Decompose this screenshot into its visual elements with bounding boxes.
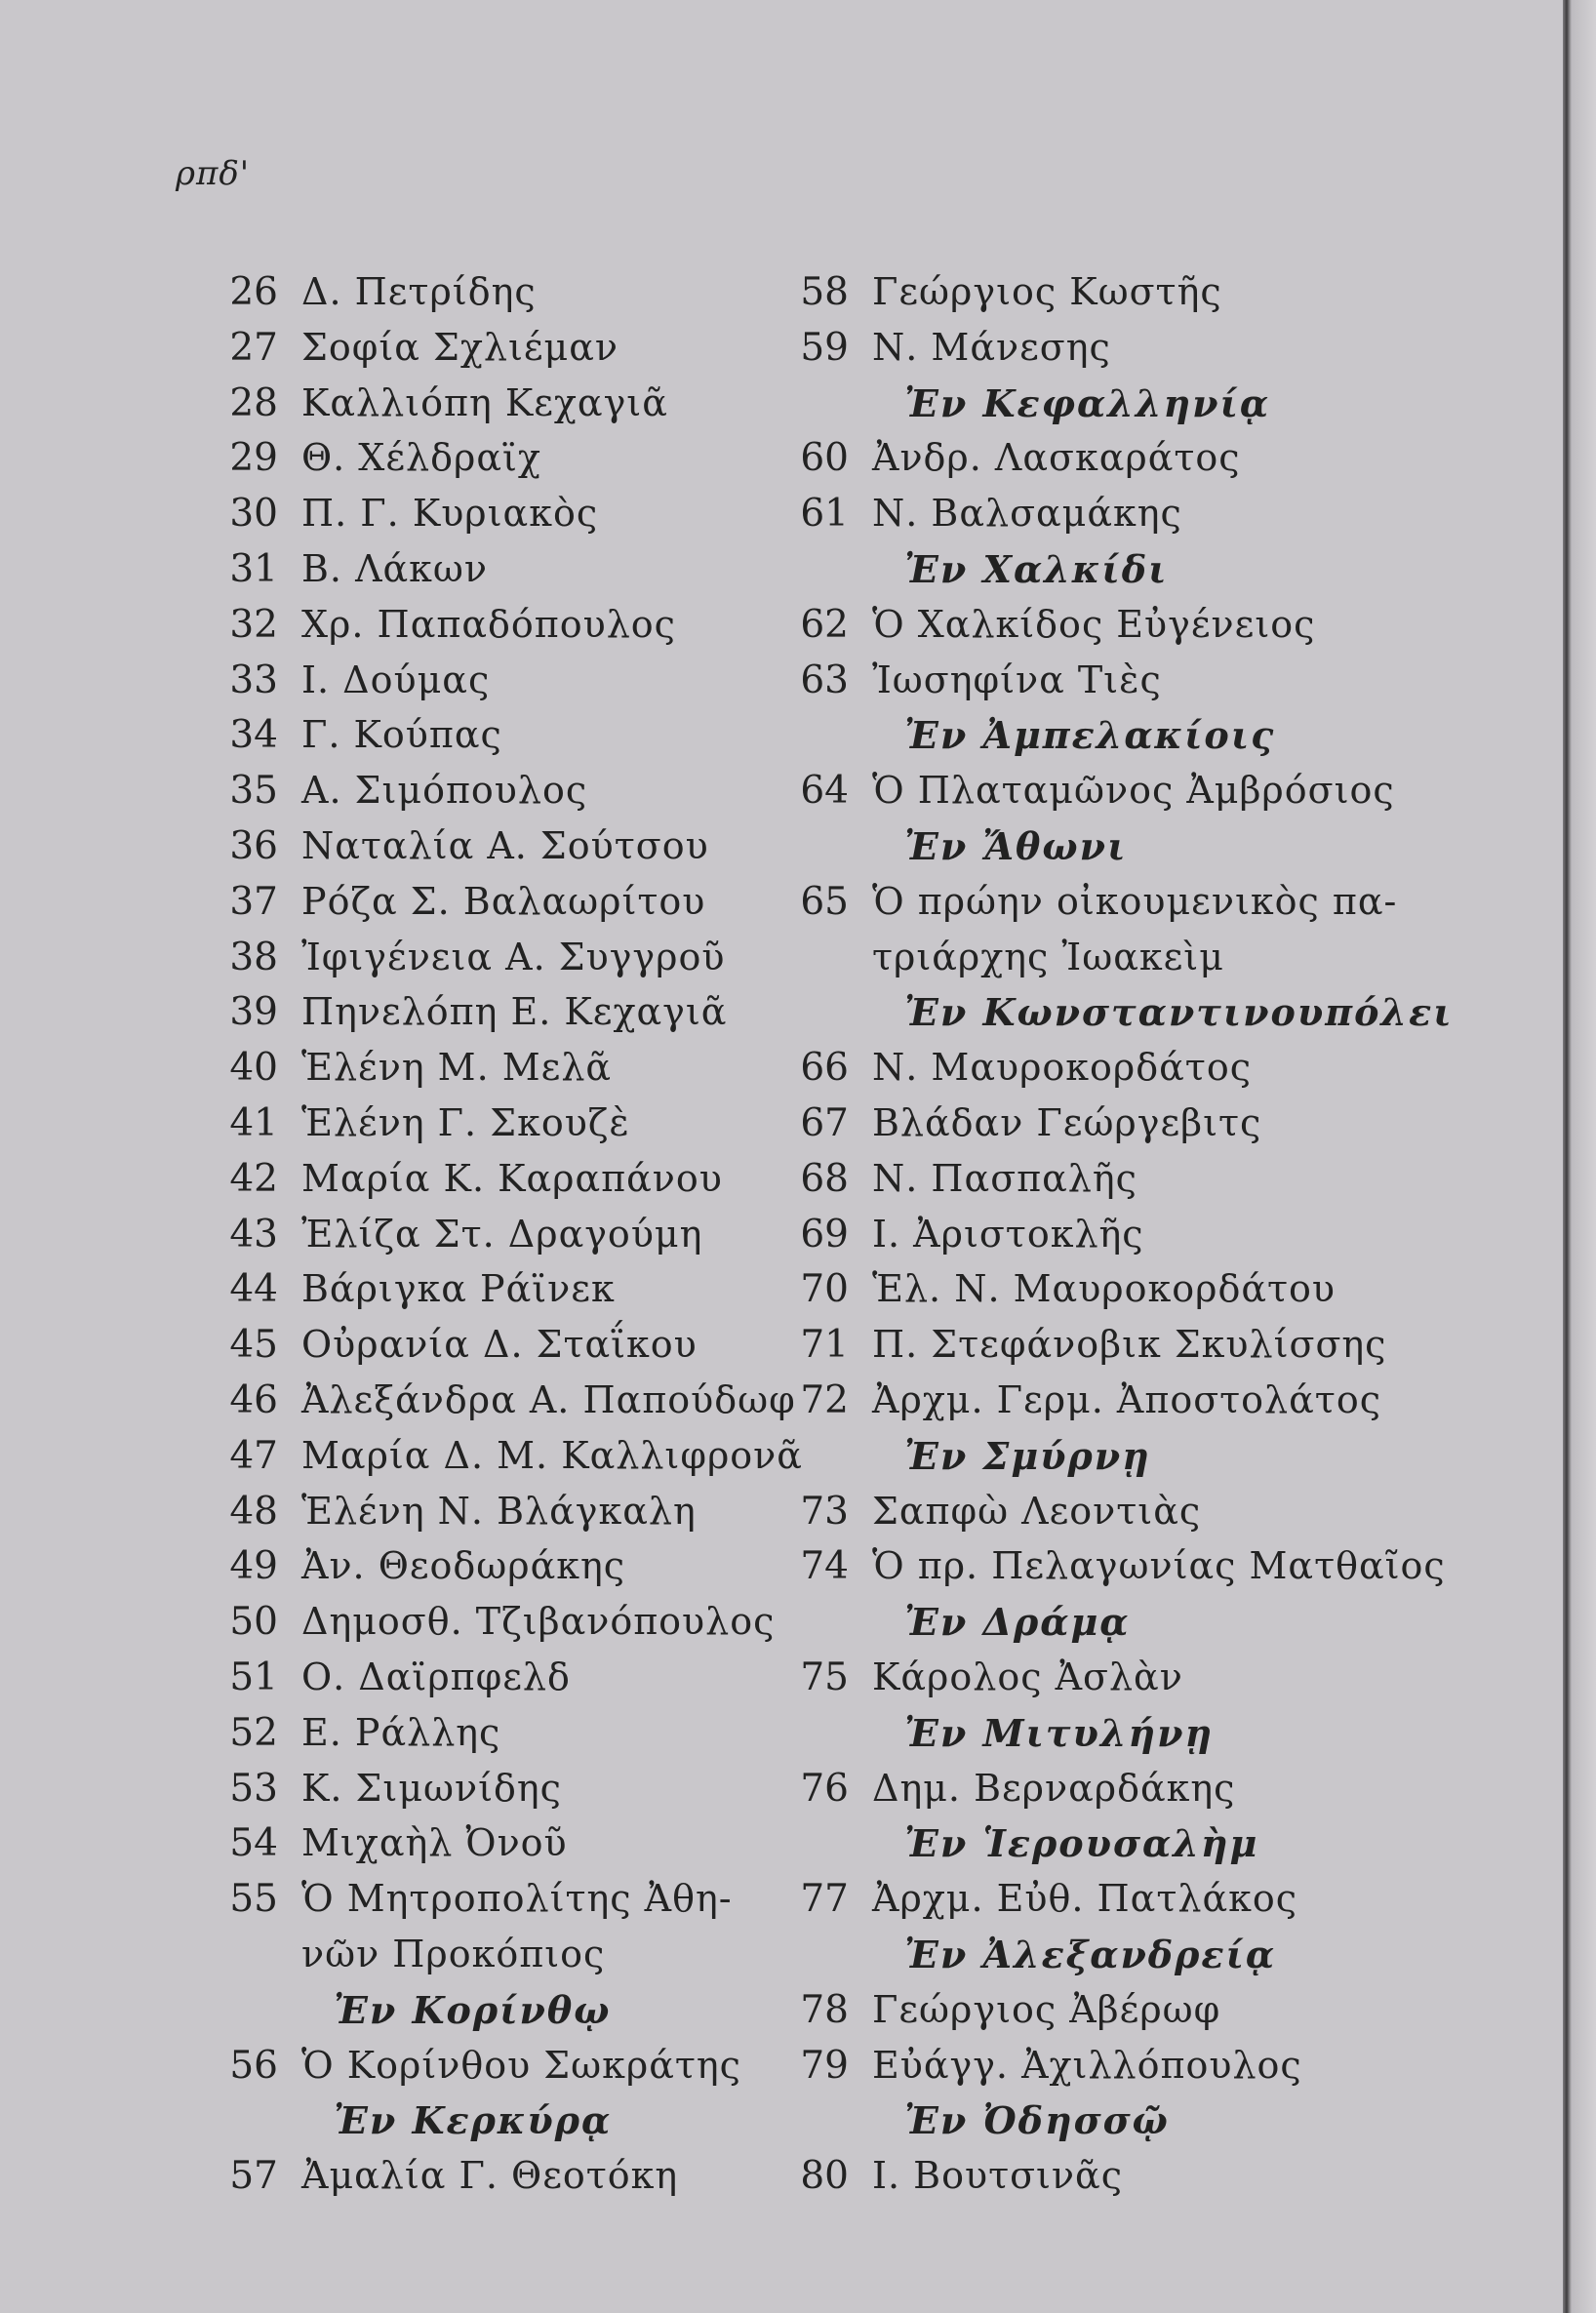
subscriber-name: Ε. Ράλλης (301, 1710, 501, 1754)
list-item (192, 1101, 778, 1157)
entry-number: 45 (229, 1323, 278, 1368)
list-item (192, 1157, 778, 1213)
list-item (192, 936, 778, 991)
entry-number: 77 (800, 1877, 849, 1922)
entry-number: 34 (229, 713, 278, 758)
location-name: Ἐν Ἄθωνι (904, 823, 1128, 868)
entry-number: 62 (800, 602, 849, 647)
subscriber-name: Ὁ πρώην οἰκουμενικὸς πα- (872, 879, 1398, 923)
subscriber-name: Ρόζα Σ. Βαλαωρίτου (301, 879, 706, 923)
subscriber-name: Ι. Βουτσινᾶς (872, 2154, 1123, 2198)
subscriber-name: Δημοσθ. Τζιβανόπουλος (301, 1600, 776, 1644)
list-item (763, 1323, 1387, 1378)
subscriber-name: Ν. Μάνεσης (872, 325, 1111, 369)
subscriber-name: Α. Σιμόπουλος (301, 769, 588, 813)
subscriber-name: Ἑλένη Γ. Σκουζὲ (301, 1100, 630, 1144)
list-item (763, 1101, 1348, 1157)
list-item (192, 2044, 778, 2099)
entry-number: 67 (800, 1100, 849, 1145)
entry-number: 32 (229, 602, 278, 647)
list-item (192, 824, 778, 880)
list-item (192, 1433, 803, 1490)
subscriber-name: Βάριγκα Ράϊνεκ (301, 1267, 616, 1311)
list-item (192, 603, 778, 658)
list-item (192, 1544, 778, 1600)
entry-number: 46 (229, 1377, 278, 1422)
entry-number: 69 (800, 1212, 849, 1256)
location-heading (763, 547, 1348, 603)
location-heading (763, 1933, 1348, 1988)
subscriber-name: Ἀμαλία Γ. Θεοτόκη (301, 2154, 679, 2198)
location-heading (763, 824, 1348, 880)
list-item (763, 2154, 1348, 2210)
location-name: Ἐν Κερκύρᾳ (334, 2098, 613, 2143)
location-heading (763, 1821, 1348, 1877)
subscriber-name: Ὁ Κορίνθου Σωκράτης (301, 2043, 741, 2087)
entry-number: 29 (229, 436, 278, 481)
entry-number: 65 (800, 879, 849, 924)
subscriber-name: Ἑλ. Ν. Μαυροκορδάτου (872, 1267, 1337, 1311)
location-heading (763, 1434, 1348, 1490)
subscriber-name: Πηνελόπη Ε. Κεχαγιᾶ (301, 990, 728, 1034)
list-item (763, 1267, 1348, 1323)
location-name: Ἐν Ὀδησσῷ (904, 2098, 1170, 2143)
entry-number: 80 (800, 2154, 849, 2199)
list-item (192, 492, 778, 547)
location-name: Ἐν Μιτυλήνῃ (904, 1710, 1215, 1755)
entry-number: 38 (229, 935, 278, 979)
entry-number: 27 (229, 325, 278, 370)
subscriber-name: Μιχαὴλ Ὀνοῦ (301, 1821, 568, 1865)
list-item (192, 326, 778, 381)
entry-number: 52 (229, 1710, 278, 1755)
entry-number: 36 (229, 823, 278, 868)
list-item (763, 936, 1348, 991)
subscriber-name: Θ. Χέλδραϊχ (301, 436, 541, 480)
subscriber-name: Καλλιόπη Κεχαγιᾶ (301, 380, 668, 424)
list-item (192, 1267, 778, 1323)
entry-number: 50 (229, 1600, 278, 1645)
list-item (763, 1655, 1348, 1711)
entry-number: 75 (800, 1655, 849, 1699)
entry-number: 49 (229, 1544, 278, 1589)
entry-number: 28 (229, 380, 278, 425)
entry-number: 64 (800, 769, 849, 814)
subscriber-name: Κ. Σιμωνίδης (301, 1766, 562, 1810)
location-name: Ἐν Κορίνθῳ (334, 1987, 612, 2032)
subscriber-name: Ἰωσηφίνα Τιὲς (872, 658, 1162, 701)
list-item (192, 1323, 778, 1378)
entry-number: 68 (800, 1156, 849, 1201)
list-item (763, 1046, 1348, 1101)
subscriber-name: Γεώργιος Κωστῆς (872, 270, 1222, 313)
list-item (192, 1821, 778, 1877)
list-item (763, 1157, 1348, 1213)
entry-number: 39 (229, 990, 278, 1035)
entry-number: 60 (800, 436, 849, 481)
entry-number: 48 (229, 1489, 278, 1534)
list-item (763, 1544, 1446, 1600)
entry-number: 40 (229, 1046, 278, 1091)
entry-number: 53 (229, 1766, 278, 1811)
entry-number: 37 (229, 879, 278, 924)
location-name: Ἐν Ἱερουσαλὴμ (904, 1821, 1259, 1866)
subscriber-name: Χρ. Παπαδόπουλος (301, 602, 676, 646)
entry-number: 41 (229, 1100, 278, 1145)
subscriber-name: Ὁ πρ. Πελαγωνίας Ματθαῖος (872, 1544, 1446, 1588)
list-item (192, 1490, 778, 1545)
list-item (763, 769, 1395, 824)
entry-number: 35 (229, 769, 278, 814)
entry-number: 51 (229, 1655, 278, 1699)
subscriber-name: Ναταλία Α. Σούτσου (301, 823, 709, 867)
subscriber-name: Ἀλεξάνδρα Α. Παπούδωφ (301, 1377, 796, 1421)
location-name: Ἐν Ἀλεξανδρείᾳ (904, 1932, 1277, 1976)
list-item (192, 990, 778, 1046)
subscriber-name: Ἀν. Θεοδωράκης (301, 1544, 626, 1588)
list-item (192, 1213, 778, 1268)
list-item (192, 547, 778, 603)
location-name: Ἐν Ἀμπελακίοις (904, 713, 1276, 758)
list-item (763, 1877, 1348, 1933)
list-item (763, 1213, 1348, 1268)
page-edge (1563, 0, 1596, 2313)
list-item (763, 658, 1348, 714)
entry-number: 55 (229, 1877, 278, 1922)
location-heading (763, 381, 1348, 437)
list-item (763, 1377, 1381, 1434)
subscriber-name: Π. Στεφάνοβικ Σκυλίσσης (872, 1323, 1387, 1367)
entry-number: 33 (229, 658, 278, 702)
left-column (192, 270, 803, 2210)
list-item (763, 436, 1348, 492)
location-heading (763, 1600, 1348, 1655)
list-item (192, 1600, 778, 1655)
location-heading (192, 2098, 778, 2154)
subscriber-name: Π. Γ. Κυριακὸς (301, 492, 599, 536)
entry-number: 42 (229, 1156, 278, 1201)
subscriber-name: Ἑλένη Μ. Μελᾶ (301, 1046, 613, 1090)
list-item (192, 1877, 778, 1933)
list-item (192, 1933, 778, 1988)
location-heading (763, 990, 1454, 1046)
subscriber-name: Κάρολος Ἀσλὰν (872, 1655, 1183, 1698)
list-item (763, 2044, 1348, 2099)
entry-number: 58 (800, 270, 849, 314)
entry-number: 47 (229, 1433, 278, 1478)
entry-number: 72 (800, 1377, 849, 1422)
list-item (192, 880, 778, 936)
subscriber-name: Ν. Πασπαλῆς (872, 1156, 1137, 1200)
location-heading (763, 713, 1348, 769)
list-item (763, 603, 1348, 658)
entry-number: 79 (800, 2043, 849, 2088)
subscriber-name: Ι. Δούμας (301, 658, 491, 701)
entry-number: 43 (229, 1212, 278, 1256)
subscriber-name: Εὐάγγ. Ἀχιλλόπουλος (872, 2043, 1302, 2087)
list-item (192, 1046, 778, 1101)
subscriber-name: Ο. Δαϊρπφελδ (301, 1655, 571, 1698)
subscriber-name: Βλάδαν Γεώργεβιτς (872, 1100, 1262, 1144)
list-item (763, 1767, 1348, 1822)
entry-number: 78 (800, 1987, 849, 2032)
location-name: Ἐν Κεφαλληνίᾳ (904, 380, 1271, 425)
list-item (192, 769, 778, 824)
subscriber-name: Δημ. Βερναρδάκης (872, 1766, 1236, 1810)
subscriber-name: Ἀνδρ. Λασκαράτος (872, 436, 1241, 480)
subscriber-name: νῶν Προκόπιος (301, 1932, 606, 1975)
subscriber-name: Ὁ Πλαταμῶνος Ἀμβρόσιος (872, 769, 1395, 813)
list-item (763, 1988, 1348, 2044)
entry-number: 44 (229, 1267, 278, 1312)
list-item (763, 270, 1348, 326)
entry-number: 31 (229, 546, 278, 591)
list-item (192, 1377, 796, 1434)
entry-number: 73 (800, 1489, 849, 1534)
subscriber-name: Ν. Μαυροκορδάτος (872, 1046, 1252, 1090)
subscriber-name: Ὁ Χαλκίδος Εὐγένειος (872, 602, 1316, 646)
subscriber-name: Ἑλένη Ν. Βλάγκαλη (301, 1489, 697, 1533)
location-name: Ἐν Χαλκίδι (904, 546, 1169, 591)
entry-number: 71 (800, 1323, 849, 1368)
subscriber-name: Ι. Ἀριστοκλῆς (872, 1212, 1144, 1256)
subscriber-name: Ν. Βαλσαμάκης (872, 492, 1182, 536)
list-item (192, 713, 778, 769)
entry-number: 59 (800, 325, 849, 370)
list-item (763, 492, 1348, 547)
entry-number: 66 (800, 1046, 849, 1091)
entry-number: 57 (229, 2154, 278, 2199)
entry-number: 30 (229, 492, 278, 537)
list-item (192, 1711, 778, 1767)
location-heading (763, 1711, 1348, 1767)
list-item (763, 1490, 1348, 1545)
location-name: Ἐν Κωνσταντινουπόλει (904, 990, 1454, 1035)
list-item (763, 879, 1398, 936)
subscriber-name: Οὐρανία Δ. Σταΐκου (301, 1323, 698, 1367)
entry-number: 74 (800, 1544, 849, 1589)
subscriber-name: τριάρχης Ἰωακεὶμ (872, 935, 1224, 978)
subscriber-name: Γ. Κούπας (301, 713, 502, 757)
entry-number: 54 (229, 1821, 278, 1866)
entry-number: 70 (800, 1267, 849, 1312)
subscriber-name: Ἀρχμ. Εὐθ. Πατλάκος (872, 1877, 1298, 1921)
entry-number: 63 (800, 658, 849, 702)
list-item (192, 1655, 778, 1711)
subscriber-name: Ἀρχμ. Γερμ. Ἀποστολάτος (872, 1377, 1381, 1421)
location-heading (192, 1988, 778, 2044)
list-item (192, 270, 778, 326)
subscriber-name: Γεώργιος Ἀβέρωφ (872, 1987, 1221, 2031)
list-item (192, 436, 778, 492)
subscriber-name: Ἰφιγένεια Α. Συγγροῦ (301, 935, 726, 978)
subscriber-name: Μαρία Κ. Καραπάνου (301, 1156, 723, 1200)
subscriber-name: Ἐλίζα Στ. Δραγούμη (301, 1212, 703, 1256)
subscriber-name: Ὁ Μητροπολίτης Ἀθη- (301, 1877, 733, 1921)
subscriber-name: Μαρία Δ. Μ. Καλλιφρονᾶ (301, 1433, 803, 1477)
page-number: ρπδ' (176, 154, 251, 193)
subscriber-name: Δ. Πετρίδης (301, 270, 537, 313)
right-column (763, 270, 1454, 2210)
entry-number: 56 (229, 2043, 278, 2088)
subscriber-name: Σοφία Σχλιέμαν (301, 325, 619, 369)
entry-number: 26 (229, 270, 278, 314)
subscriber-name: Σαπφὼ Λεοντιὰς (872, 1489, 1202, 1533)
entry-number: 76 (800, 1766, 849, 1811)
list-item (763, 326, 1348, 381)
list-item (192, 1767, 778, 1822)
location-heading (763, 2098, 1348, 2154)
list-item (192, 381, 778, 437)
subscriber-name: Β. Λάκων (301, 546, 489, 590)
location-name: Ἐν Δράμᾳ (904, 1600, 1131, 1645)
entry-number: 61 (800, 492, 849, 537)
list-item (192, 2154, 778, 2210)
list-item (192, 658, 778, 714)
location-name: Ἐν Σμύρνῃ (904, 1433, 1151, 1478)
